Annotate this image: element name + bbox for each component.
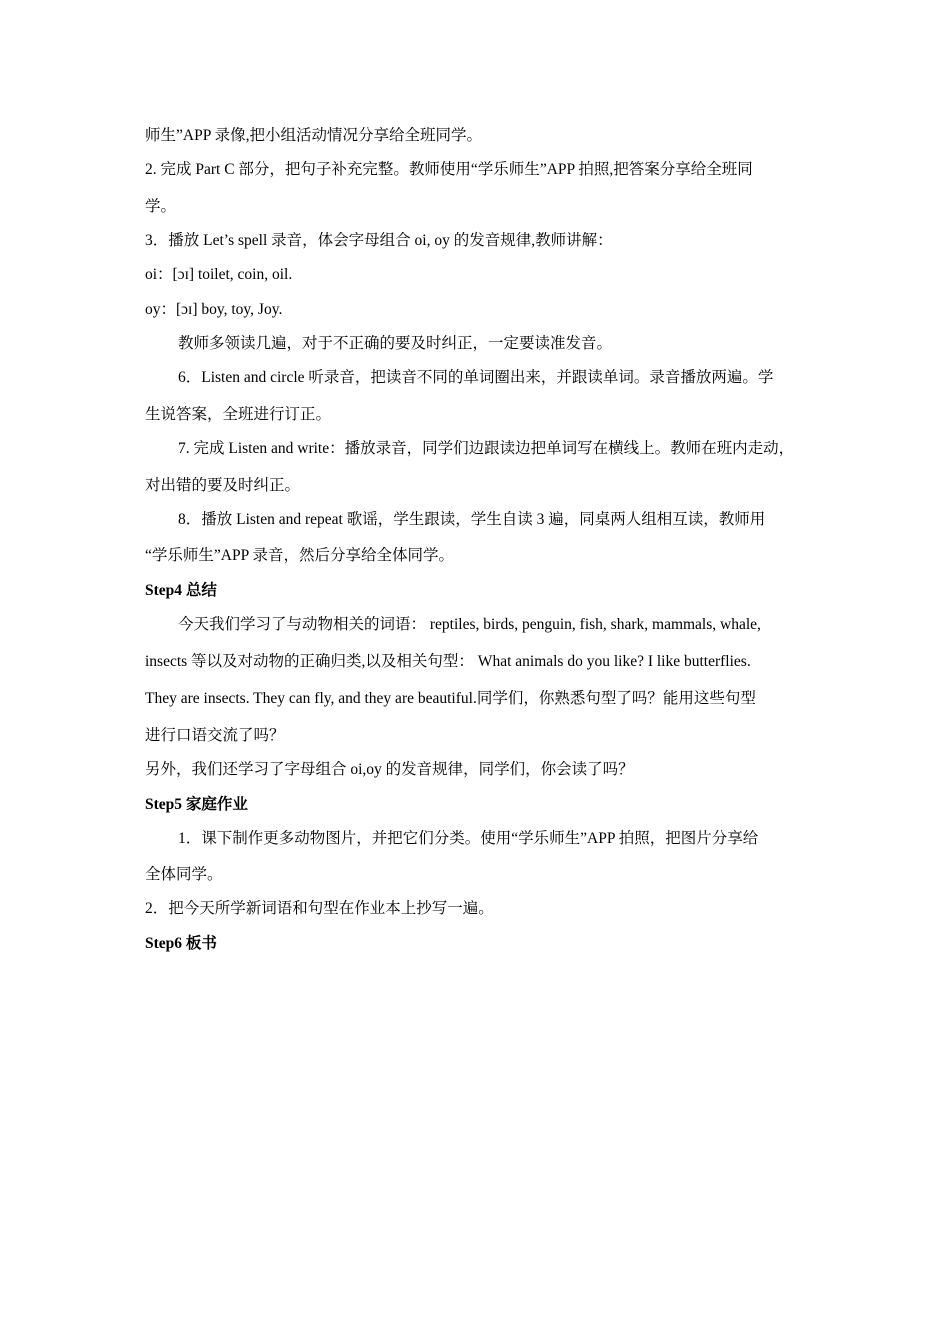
summary-line-3: They are insects. They can fly, and they are beautiful.同学们，你熟悉句型了吗？能用这些句型: [145, 690, 756, 707]
summary-line-4: 进行口语交流了吗？: [145, 727, 285, 744]
paragraph-line-listen-write-cont: 对出错的要及时纠正。: [145, 477, 301, 494]
paragraph-line-listen-circle-cont: 生说答案，全班进行订正。: [145, 406, 332, 423]
paragraph-line-listen-repeat-cont: “学乐师生”APP 录音，然后分享给全体同学。: [145, 547, 454, 564]
homework-line-2: 2．把今天所学新词语和句型在作业本上抄写一遍。: [145, 900, 494, 917]
homework-line-1-cont: 全体同学。: [145, 866, 223, 883]
summary-line-5: 另外，我们还学习了字母组合 oi,oy 的发音规律，同学们，你会读了吗？: [145, 761, 634, 778]
paragraph-line-app-record: 师生”APP 录像,把小组活动情况分享给全班同学。: [145, 127, 482, 144]
phonics-line-oy: oy：[ɔɪ] boy, toy, Joy.: [145, 301, 283, 318]
phonics-line-oi: oi：[ɔɪ] toilet, coin, oil.: [145, 266, 293, 283]
homework-line-1: 1．课下制作更多动物图片，并把它们分类。使用“学乐师生”APP 拍照，把图片分享给: [178, 830, 759, 847]
paragraph-line-listen-write: 7. 完成 Listen and write：播放录音，同学们边跟读边把单词写在横线上。教师在班内走动，: [178, 440, 795, 457]
paragraph-line-part-c: 2. 完成 Part C 部分，把句子补充完整。教师使用“学乐师生”APP 拍照,把答案分享给全班同: [145, 161, 753, 178]
heading-step5: Step5 家庭作业: [145, 796, 248, 813]
summary-line-1: 今天我们学习了与动物相关的词语： reptiles, birds, penguin, fish, shark, mammals, whale,: [178, 616, 761, 633]
paragraph-line-lead-reading: 教师多领读几遍，对于不正确的要及时纠正，一定要读准发音。: [178, 335, 613, 352]
paragraph-line-part-c-cont: 学。: [145, 198, 177, 215]
heading-step4: Step4 总结: [145, 582, 217, 599]
paragraph-line-lets-spell: 3．播放 Let’s spell 录音，体会字母组合 oi, oy 的发音规律,教师讲解：: [145, 232, 613, 249]
paragraph-line-listen-circle: 6．Listen and circle 听录音，把读音不同的单词圈出来，并跟读单词。录音播放两遍。学: [178, 369, 774, 386]
paragraph-line-listen-repeat: 8．播放 Listen and repeat 歌谣，学生跟读，学生自读 3 遍，同桌两人组相互读，教师用: [178, 511, 766, 528]
heading-step6: Step6 板书: [145, 935, 217, 952]
summary-line-2: insects 等以及对动物的正确归类,以及相关句型： What animals do you like? I like butterflies.: [145, 653, 751, 670]
